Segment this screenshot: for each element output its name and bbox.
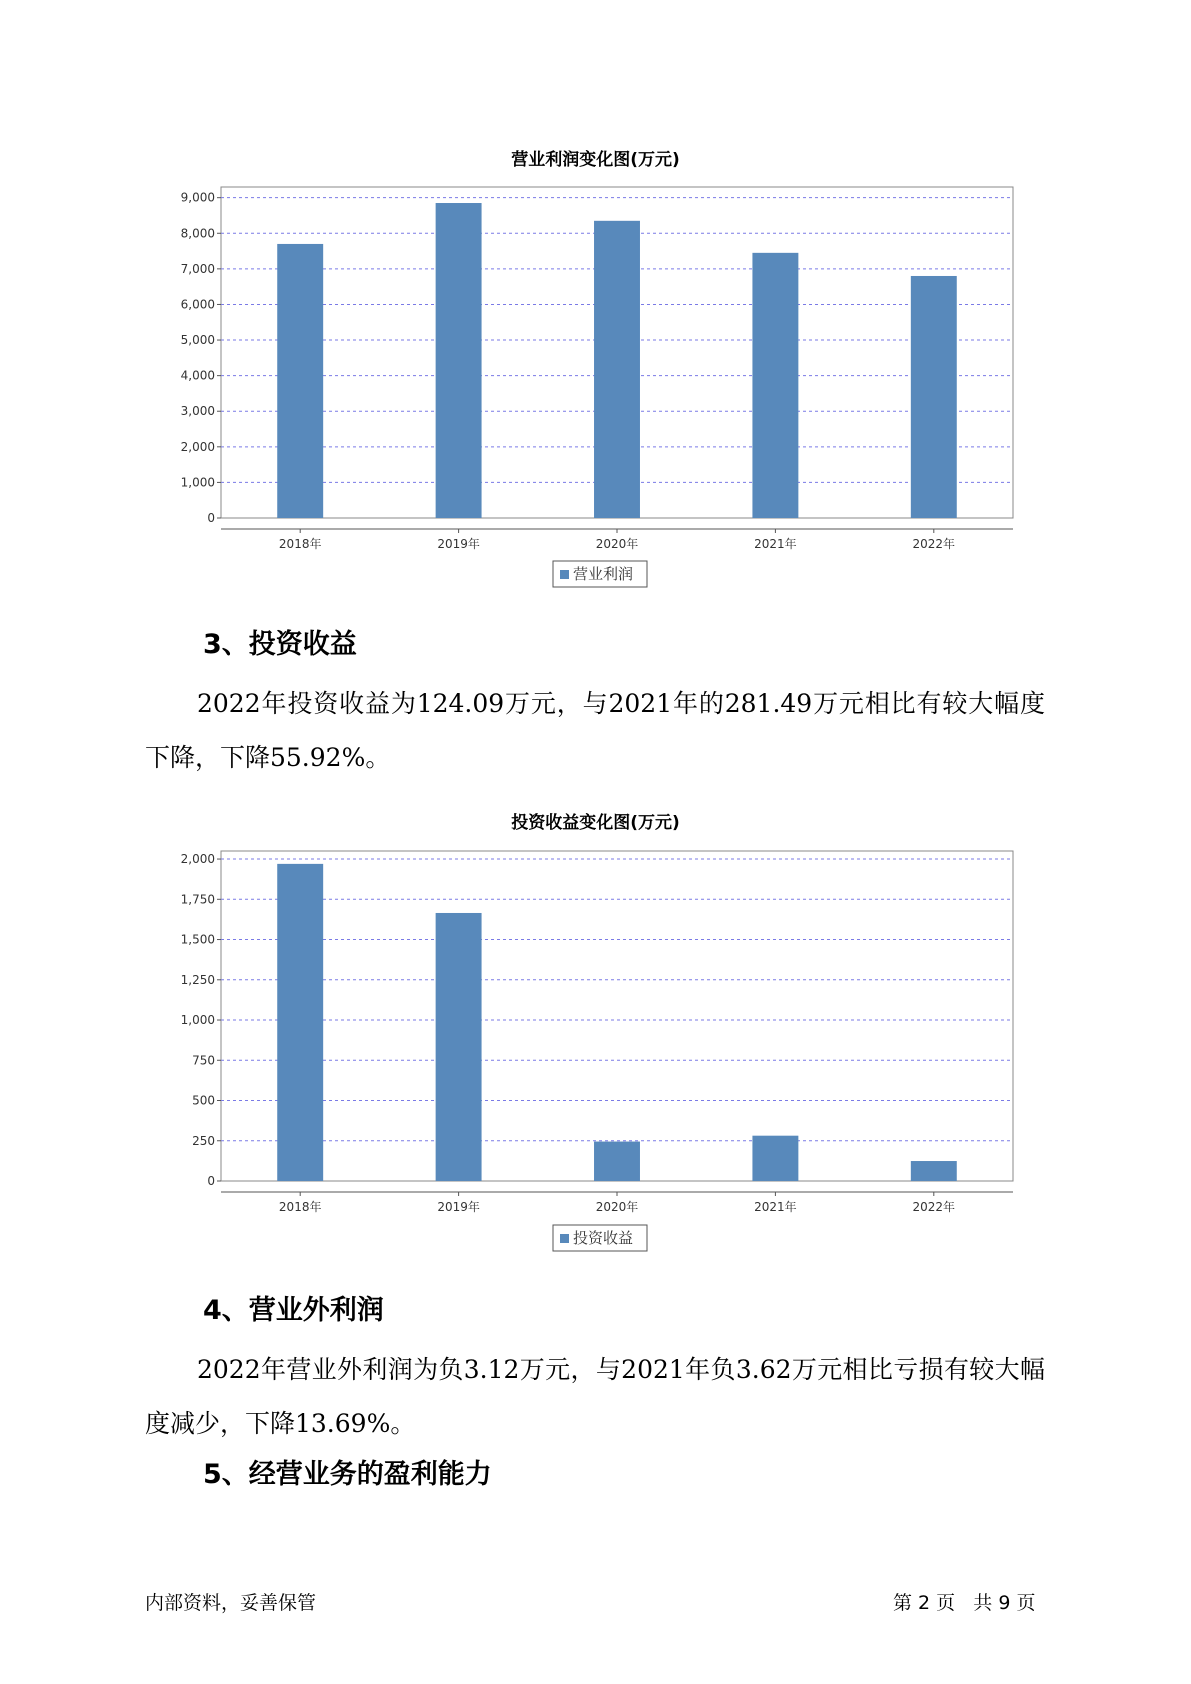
- y-tick-label: 2,000: [180, 439, 215, 454]
- chart1-title: 营业利润变化图(万元): [511, 150, 680, 170]
- x-tick-label: 2018年: [278, 537, 322, 551]
- legend-swatch: [560, 1234, 569, 1243]
- x-tick-label: 2021年: [754, 537, 797, 551]
- x-tick-label: 2022年: [912, 537, 956, 551]
- bar-2018年: [277, 864, 323, 1181]
- footer-page-number: 第 2 页 共 9 页: [893, 1592, 1036, 1614]
- y-tick-label: 0: [207, 1174, 215, 1188]
- y-tick-label: 250: [192, 1133, 215, 1148]
- footer-confidential: 内部资料，妥善保管: [145, 1592, 317, 1614]
- legend-label: 投资收益: [573, 1229, 634, 1247]
- y-tick-label: 500: [192, 1093, 215, 1108]
- y-tick-label: 0: [207, 511, 215, 525]
- legend: [553, 1225, 647, 1251]
- section4-paragraph: 2022年营业外利润为负3.12万元，与2021年负3.62万元相比亏损有较大幅度减少，下降13.69%。: [145, 1355, 1045, 1438]
- section5-heading: 5、经营业务的盈利能力: [203, 1459, 492, 1490]
- section3-paragraph: 2022年投资收益为124.09万元，与2021年的281.49万元相比有较大幅度下降，下降55.92%。: [145, 689, 1045, 772]
- x-tick-label: 2022年: [912, 1200, 956, 1214]
- x-tick-label: 2020年: [595, 1200, 639, 1214]
- bar-2021年: [752, 1136, 798, 1181]
- y-tick-label: 2,000: [180, 852, 215, 867]
- chart2-title: 投资收益变化图(万元): [511, 813, 680, 833]
- x-tick-label: 2020年: [595, 537, 639, 551]
- y-tick-label: 8,000: [180, 226, 215, 241]
- y-tick-label: 6,000: [180, 297, 215, 312]
- y-tick-label: 5,000: [180, 333, 215, 348]
- y-tick-label: 1,250: [180, 972, 215, 987]
- section3-heading: 3、投资收益: [203, 629, 357, 660]
- x-tick-label: 2018年: [278, 1200, 322, 1214]
- y-tick-label: 4,000: [180, 368, 215, 383]
- y-tick-label: 1,500: [180, 932, 215, 947]
- bar-2019年: [436, 913, 482, 1181]
- y-tick-label: 7,000: [180, 261, 215, 276]
- bar-2020年: [594, 1142, 640, 1181]
- y-tick-label: 1,750: [180, 892, 215, 907]
- x-tick-label: 2019年: [437, 537, 480, 551]
- plot-area: [221, 851, 1013, 1181]
- bar-2022年: [911, 1161, 957, 1181]
- x-tick-label: 2019年: [437, 1200, 480, 1214]
- y-tick-label: 1,000: [180, 1013, 215, 1028]
- y-tick-label: 750: [192, 1053, 215, 1068]
- y-tick-label: 3,000: [180, 404, 215, 419]
- section4-heading: 4、营业外利润: [203, 1295, 384, 1326]
- x-tick-label: 2021年: [754, 1200, 797, 1214]
- y-tick-label: 9,000: [180, 190, 215, 205]
- legend-label: 营业利润: [573, 565, 634, 583]
- y-tick-label: 1,000: [180, 475, 215, 490]
